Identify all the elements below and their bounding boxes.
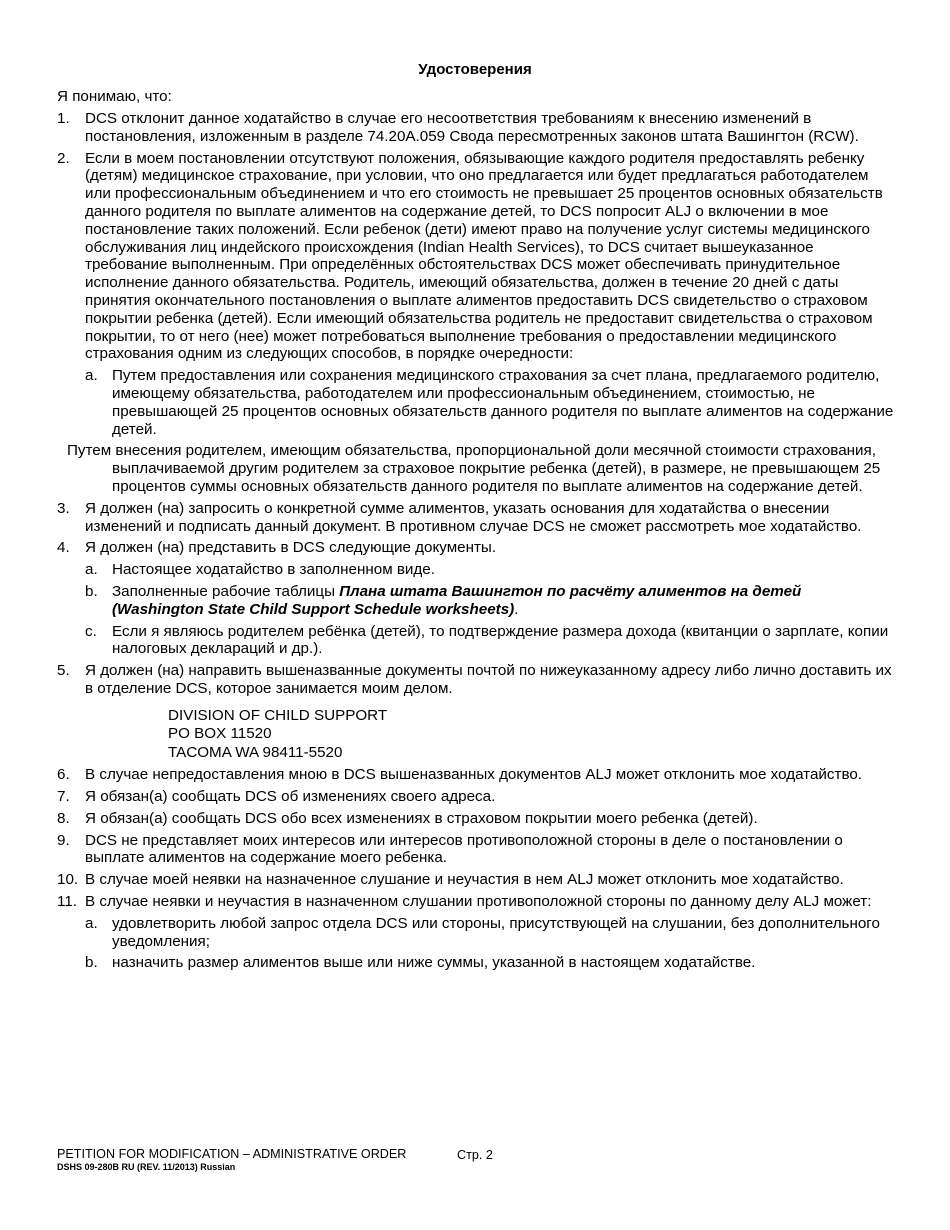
item-text: Я должен (на) запросить о конкретной сумме алиментов, указать основания для ходатайства о внесении изменений и подписать данный документ. В противном случае DCS не сможет рассмотреть мое ходатайство. [85,499,862,535]
item-number: 5. [57,662,70,680]
list-item [57,539,897,557]
item-number: 1. [57,110,70,127]
list-item [57,893,897,911]
item-number: 2. [57,149,70,167]
item-text: В случае неявки и неучастия в назначенном слушании противоположной стороны по данному делу ALJ может: [85,892,872,910]
mailing-address [57,707,897,763]
item-number: 7. [57,788,70,805]
address-line: TACOMA WA 98411-5520 [168,743,343,761]
list-item [57,150,897,364]
item-text: DCS отклонит данное ходатайство в случае его несоответствия требованиям к внесению изменений в постановления, изложенным в разделе 74.20A.059 Свода пересмотренных законов штата Вашингтон (RCW). [85,110,859,145]
address-line: PO BOX 11520 [168,725,272,743]
list-item [57,810,897,828]
sub-item-letter: c. [85,622,97,640]
footer-form-title: PETITION FOR MODIFICATION – ADMINISTRATIVE ORDER [57,1147,407,1161]
item-number: 4. [57,539,70,557]
list-item [57,788,897,806]
list-item [57,871,897,889]
item-text: DCS не представляет моих интересов или интересов противоположной стороны в деле о постановлении о выплате алиментов на содержание моего ребенка. [85,831,843,867]
item-text: Я обязан(а) сообщать DCS об изменениях своего адреса. [85,788,496,805]
sub-item-unlabeled: Путем внесения родителем, имеющим обязательства, пропорциональной доли месячной стоимости страхования, выплачиваемой другим родителем за страховое покрытие ребенка (детей), в размере, не превышающем 25 процентов суммы основных обязательств данного родителя по выплате алиментов на содержание детей. [67,442,881,495]
sub-item [57,367,897,438]
sub-item-text: Настоящее ходатайство в заполненном виде. [112,561,435,579]
item-number: 8. [57,809,70,827]
item-text: Я должен (на) направить вышеназванные документы почтой по нижеуказанному адресу либо лично доставить их в отделение DCS, которое занимается моим делом. [85,662,892,697]
sub-item [57,623,897,659]
sub-item [57,954,897,972]
item-number: 6. [57,766,70,784]
sub-item [57,561,897,579]
sub-item-letter: a. [85,367,98,385]
list-item [57,832,897,868]
list-item [57,110,897,146]
item-number: 3. [57,499,70,517]
sub-item-letter: a. [85,914,98,932]
item-text: В случае непредоставления мною в DCS вышеназванных документов ALJ может отклонить мое ходатайство. [85,766,863,784]
item-text: Если в моем постановлении отсутствуют положения, обязывающие каждого родителя предоставлять ребенку (детям) медицинское страхование, при условии, что оно предлагается или будет предлагаться работодателем или профессиональным объединением и что его стоимость не превышает 25 процентов основных обязательств данного родителя по выплате алиментов на содержание детей, то DCS попросит ALJ о включении в мое постановление таких положений. Если ребенок (дети) имеют право на получение услуг системы медицинского обслуживания лиц индейского происхождения (Indian Health Services), то DCS считает вышеуказанное требование выполненным. При определённых обстоятельствах DCS может обеспечивать принудительное исполнение данного обязательства. Родитель, имеющий обязательства, должен в течение 20 дней с даты принятия окончательного постановления о выплате алиментов предоставить DCS свидетельство о страховом покрытии ребенка (детей). Если имеющий обязательства родитель не предоставит свидетельства о страховом покрытии, то от него (нее) может потребоваться выполнение требования о предоставлении медицинского страхования одним из следующих способов, в порядке очередности: [85,149,883,363]
sub-item [57,915,897,951]
item-number: 9. [57,831,70,849]
address-line: DIVISION OF CHILD SUPPORT [168,706,388,724]
list-item [57,662,897,698]
sub-item-text [112,583,897,619]
sub-item-letter: a. [85,561,98,579]
sub-item-text: назначить размер алиментов выше или ниже суммы, указанной в настоящем ходатайстве. [112,954,756,972]
intro-text: Я понимаю, что: [57,88,172,105]
item-text: В случае моей неявки на назначенное слушание и неучастия в нем ALJ может отклонить мое ходатайство. [85,871,844,889]
statements-list [57,110,897,976]
sub-item-letter: b. [85,582,98,600]
list-item [57,500,897,536]
text-before: Заполненные рабочие таблицы [112,582,340,600]
worksheet-title: Плана штата Вашингтон по расчёту алиментов на детей (Washington State Child Support Schedule worksheets) [112,582,802,618]
item-text: Я обязан(а) сообщать DCS обо всех изменениях в страховом покрытии моего ребенка (детей). [85,809,758,827]
list-item [57,766,897,784]
item-text: Я должен (на) представить в DCS следующие документы. [85,539,497,557]
footer-form-code: DSHS 09-280B RU (REV. 11/2013) Russian [57,1162,236,1172]
sub-item-text: удовлетворить любой запрос отдела DCS или стороны, присутствующей на слушании, без дополнительного уведомления; [112,914,880,950]
page-title: Удостоверения [418,61,532,78]
footer-page-number: Стр. 2 [457,1148,493,1162]
text-after: . [514,600,519,618]
sub-item-text: Путем предоставления или сохранения медицинского страхования за счет плана, предлагаемого родителю, имеющему обязательства, работодателем или профессиональным объединением, стоимостью, не превышающей 25 процентов основных обязательств данного родителя по выплате алиментов на содержание детей. [112,367,894,438]
item-number: 11. [57,892,77,910]
sub-item [57,583,897,619]
sub-item-text: Если я являюсь родителем ребёнка (детей), то подтверждение размера дохода (квитанции о зарплате, копии налоговых деклараций и др.). [112,622,889,658]
sub-item-letter: b. [85,954,98,972]
item-number: 10. [57,871,79,889]
